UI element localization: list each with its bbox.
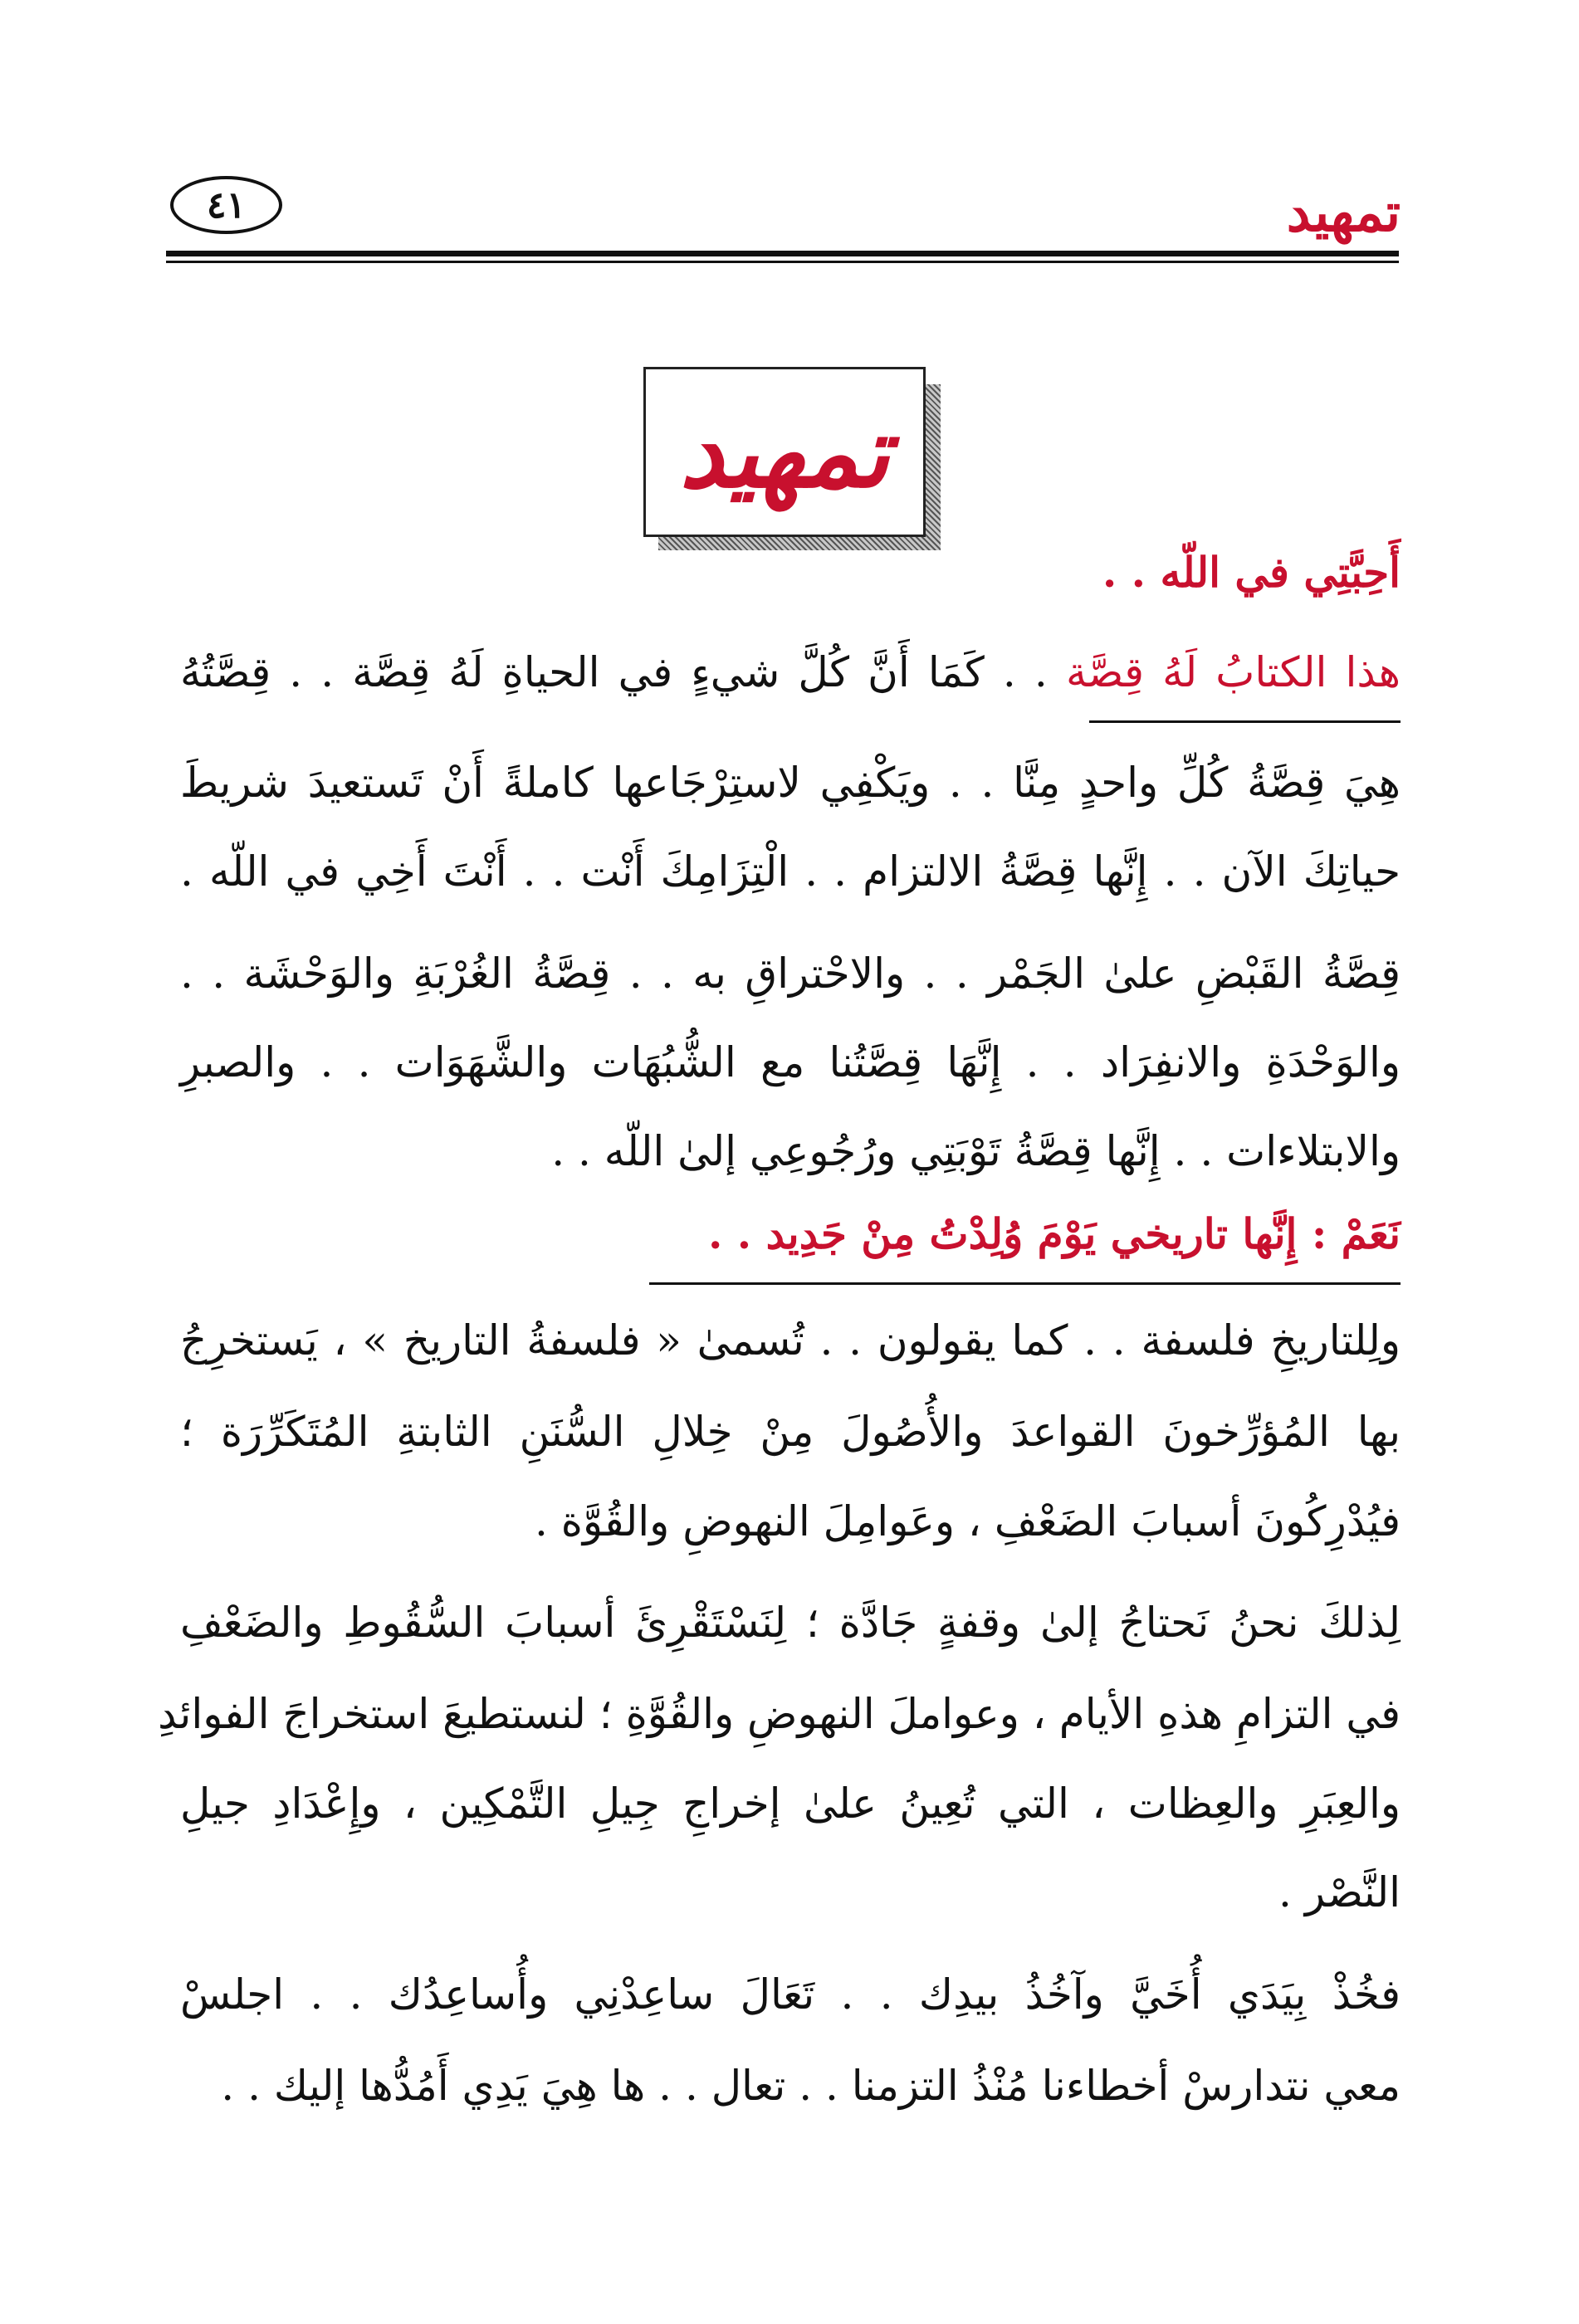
page-number-badge: [170, 176, 282, 234]
paragraph-4-line-4: النَّصْر .: [1278, 1868, 1401, 1916]
paragraph-4-line-3: والعِبَرِ والعِظات ، التي تُعِينُ علىٰ إخراجِ جِيلِ التَّمْكِين ، وإِعْدَادِ جيلِ: [180, 1780, 1401, 1828]
paragraph-1-lead: هذا الكتابُ لَهُ قِصَّة: [1065, 648, 1401, 696]
paragraph-4-line-1: لِذلكَ نحنُ نَحتاجُ إلىٰ وقفةٍ جَادَّة ؛ لِنَسْتَقْرِئَ أسبابَ السُّقُوطِ والضَعْفِ: [180, 1599, 1401, 1647]
paragraph-2-line-2: والوَحْدَةِ والانفِرَاد . . إِنَّهَا قِصَّتُنا مع الشُّبُهَات والشَّهَوَات . . والصبرِ: [180, 1038, 1401, 1086]
paragraph-1-line-3: حياتِكَ الآن . . إِنَّها قِصَّةُ الالتزام . . الْتِزَامِكَ أَنْت . . أَنْتَ أَخِي في اللّه .: [180, 847, 1401, 896]
header-rule-thin: [166, 261, 1399, 263]
paragraph-2-line-1: قِصَّةُ القَبْضِ علىٰ الجَمْر . . والاحْتراقِ به . . قِصَّةُ الغُرْبَةِ والوَحْشَة . .: [180, 950, 1401, 998]
paragraph-5-line-2: معي نتدارسْ أخطاءنا مُنْذُ التزمنا . . تعال . . ها هِيَ يَدِي أَمُدُّها إليك . .: [221, 2062, 1401, 2110]
title-box: [643, 367, 926, 537]
paragraph-3-line-1: ولِلتاريخِ فلسفة . . كما يقولون . . تُسمىٰ « فلسفةُ التاريخ » ، يَستخرِجُ: [180, 1316, 1401, 1365]
paragraph-1-line-2: هِيَ قِصَّةُ كُلِّ واحدٍ مِنَّا . . ويَكْفِي لاستِرْجَاعها كاملةً أَنْ تَستعيدَ شريطَ: [180, 759, 1401, 807]
running-title: تمهيد: [1286, 182, 1401, 244]
greeting-heading: أَحِبَّتِي في اللّه . .: [1102, 548, 1401, 597]
subheading-underline: [649, 1282, 1401, 1285]
page-number: ٤١: [206, 183, 247, 227]
paragraph-4-line-2: في التزامِ هذهِ الأيام ، وعواملَ النهوضِ والقُوَّةِ ؛ لنستطيعَ استخراجَ الفوائدِ: [158, 1690, 1401, 1738]
lead-underline: [1089, 720, 1401, 723]
paragraph-1-line-1-text: . . كَمَا أَنَّ كُلَّ شيءٍ في الحياةِ لَهُ قِصَّة . . قِصَّتُهُ: [180, 648, 1048, 696]
paragraph-2-line-3: والابتلاءات . . إِنَّها قِصَّةُ تَوْبَتِي ورُجُوعِي إلىٰ اللّه . .: [551, 1127, 1401, 1175]
paragraph-3-line-3: فيُدْرِكُونَ أسبابَ الضَعْفِ ، وعَوامِلَ النهوضِ والقُوَّة .: [534, 1497, 1401, 1545]
section-title: تمهيد: [679, 393, 890, 510]
header-rule-thick: [166, 251, 1399, 256]
subheading: نَعَمْ : إِنَّها تاريخي يَوْمَ وُلِدْتُ مِنْ جَدِيد . .: [707, 1209, 1401, 1258]
paragraph-1-line-1: [180, 648, 1401, 696]
paragraph-3-line-2: بها المُؤرِّخونَ القواعدَ والأُصُولَ مِنْ خِلالِ السُّنَنِ الثابتةِ المُتَكَرِّرَة ؛: [180, 1408, 1401, 1456]
paragraph-5-line-1: فخُذْ بِيَدَي أُخَيَّ وآخُذُ بيدِك . . تَعَالَ ساعِدْنِي وأُساعِدُك . . اجلسْ: [180, 1970, 1401, 2019]
